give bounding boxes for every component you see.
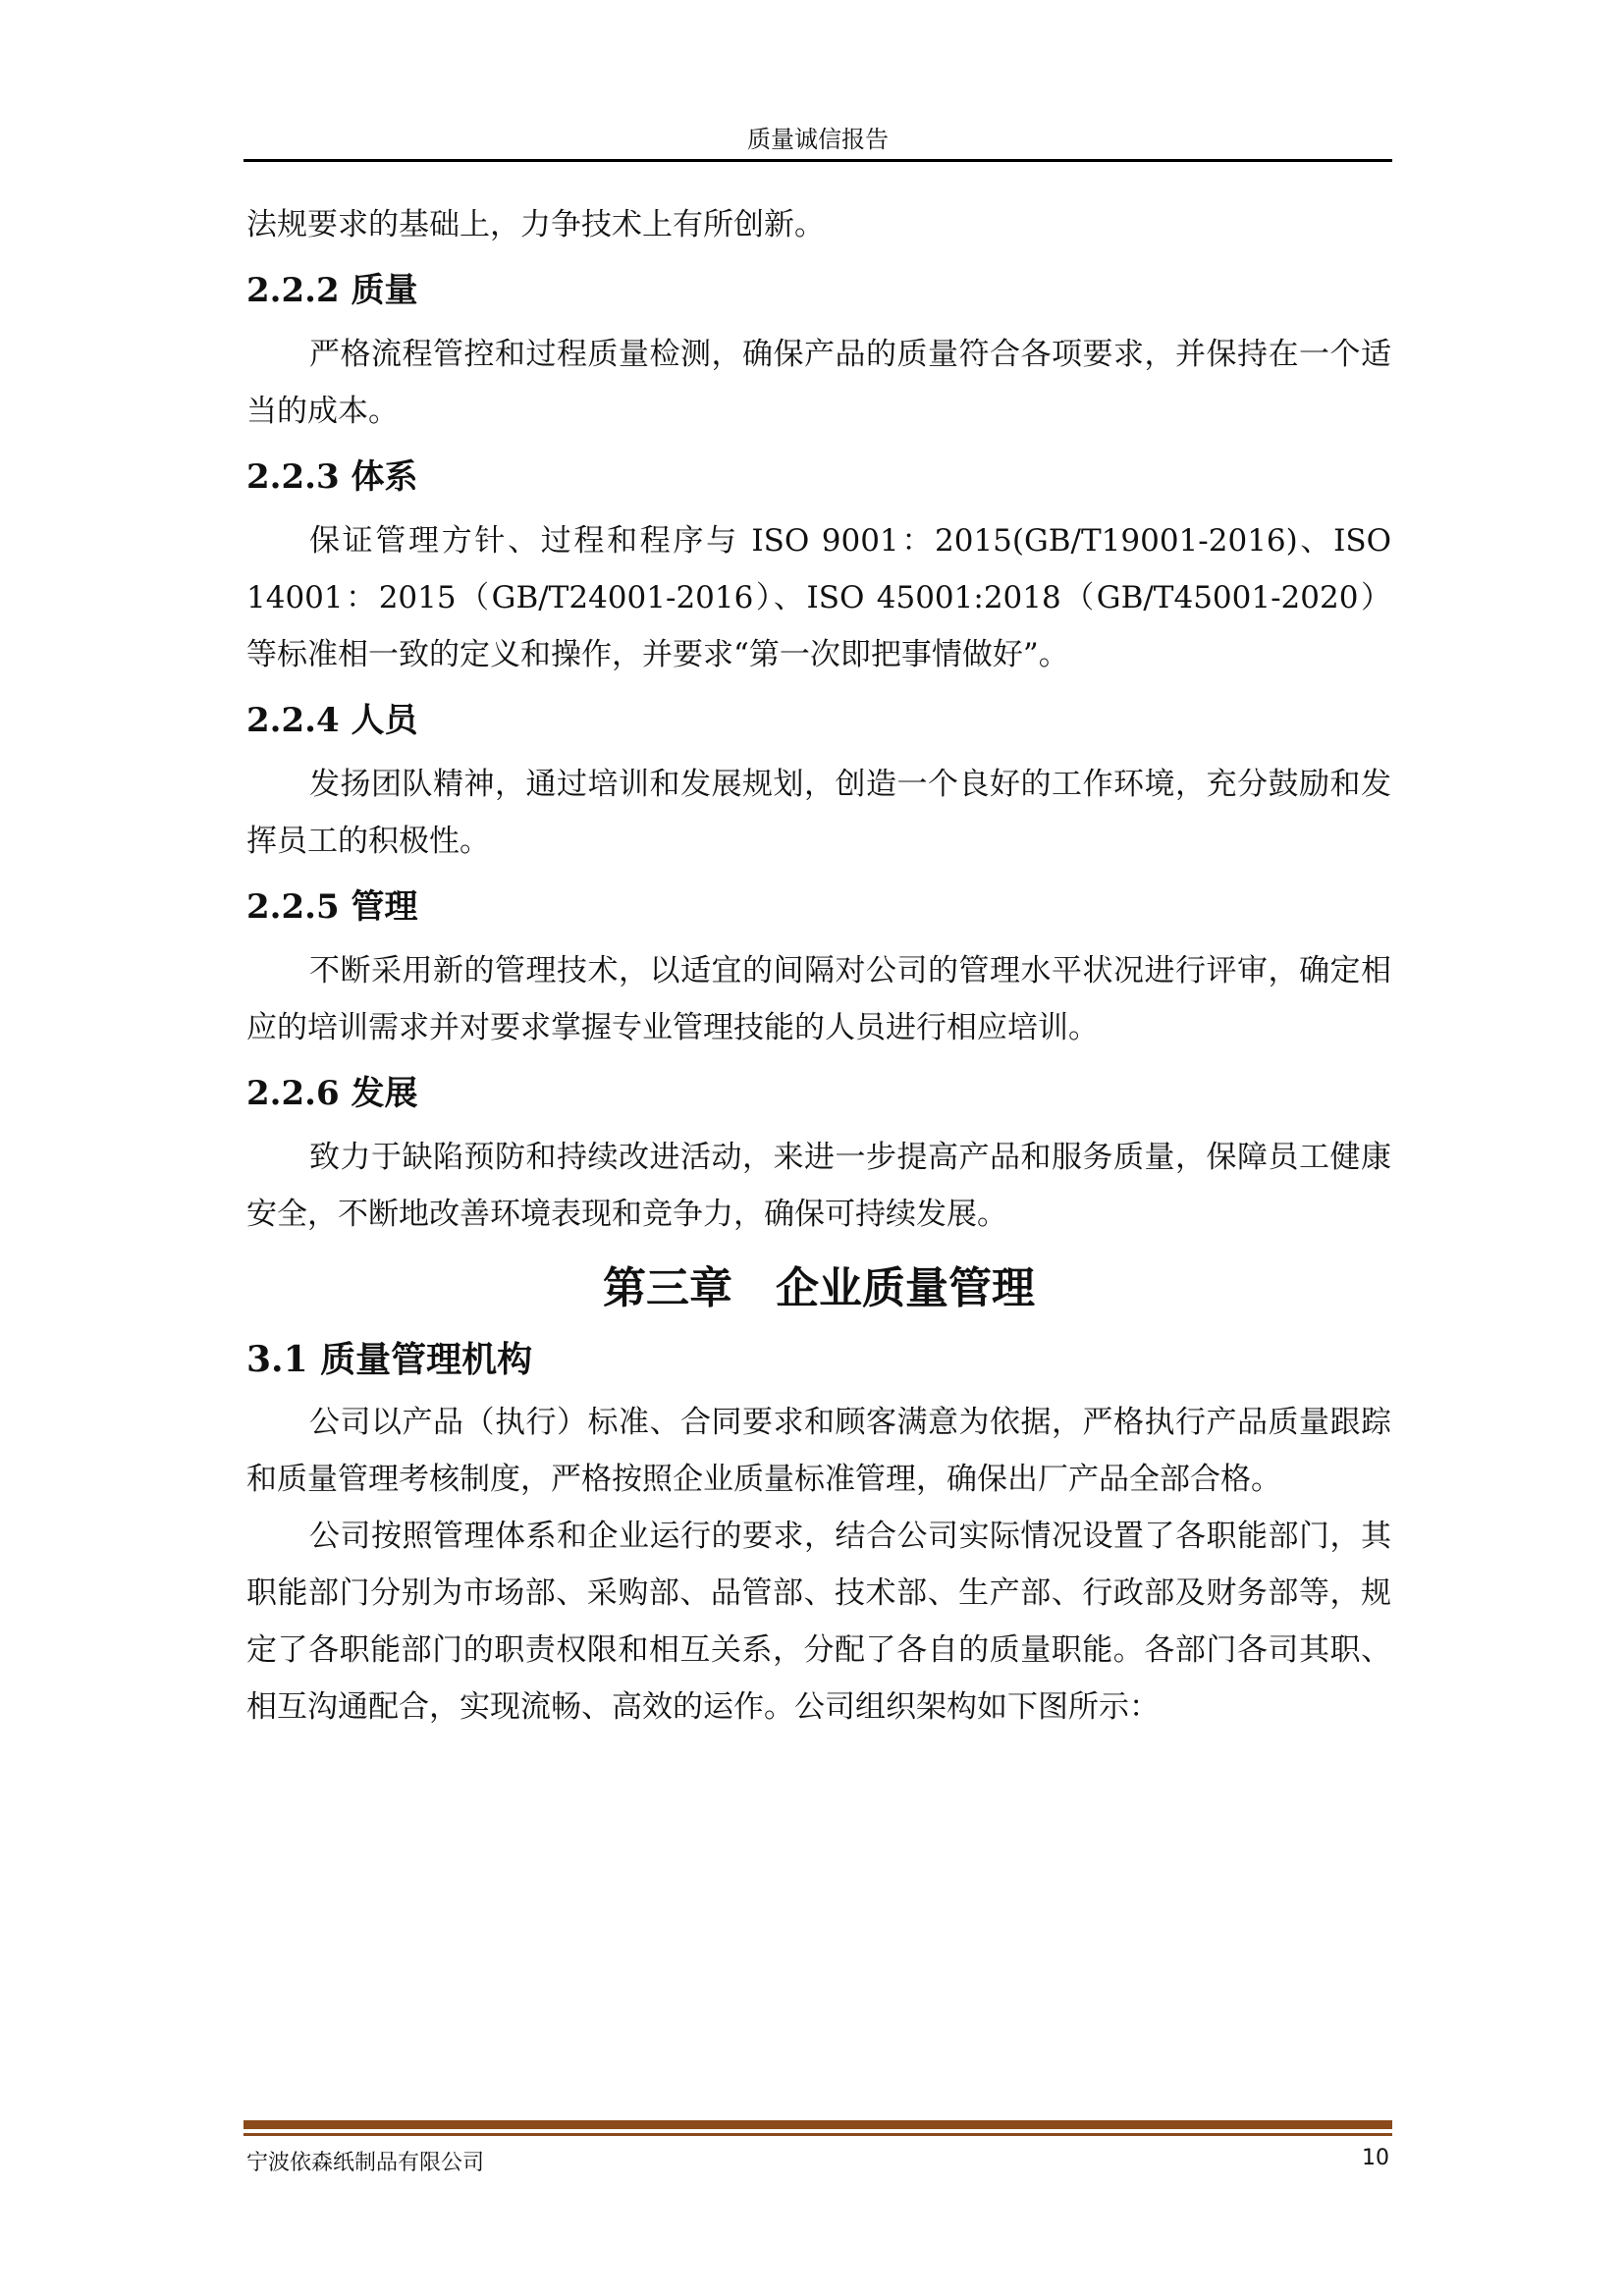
section-heading-2-2-6: 2.2.6 发展 xyxy=(246,1074,418,1113)
section-heading-2-2-5: 2.2.5 管理 xyxy=(246,887,418,927)
paragraph-continuation: 法规要求的基础上，力争技术上有所创新。 xyxy=(246,207,825,242)
page-body xyxy=(246,196,1391,1735)
section-text-2-2-2: 严格流程管控和过程质量检测，确保产品的质量符合各项要求，并保持在一个适当的成本。 xyxy=(246,337,1391,429)
section-text-3-1-p1: 公司以产品（执行）标准、合同要求和顾客满意为依据，严格执行产品质量跟踪和质量管理考核制度，严格按照企业质量标准管理，确保出厂产品全部合格。 xyxy=(246,1405,1391,1497)
page-number: 10 xyxy=(1362,2146,1389,2170)
section-text-2-2-4: 发扬团队精神，通过培训和发展规划，创造一个良好的工作环境，充分鼓励和发挥员工的积极性。 xyxy=(246,767,1391,859)
footer-company-name: 宁波依森纸制品有限公司 xyxy=(246,2151,485,2175)
section-heading-3-1: 3.1 质量管理机构 xyxy=(246,1339,533,1380)
section-text-3-1-p2: 公司按照管理体系和企业运行的要求，结合公司实际情况设置了各职能部门，其职能部门分别为市场部、采购部、品管部、技术部、生产部、行政部及财务部等，规定了各职能部门的职责权限和相互关系，分配了各自的质量职能。各部门各司其职、相互沟通配合，实现流畅、高效的运作。公司组织架构如下图所示： xyxy=(246,1519,1391,1725)
section-heading-2-2-4: 2.2.4 人员 xyxy=(246,701,418,740)
section-heading-2-2-3: 2.2.3 体系 xyxy=(246,457,418,497)
chapter-title: 第三章 企业质量管理 xyxy=(603,1263,1035,1313)
footer-rule-thin xyxy=(243,2133,1392,2136)
section-heading-2-2-2: 2.2.2 质量 xyxy=(246,271,418,310)
header-rule xyxy=(243,159,1392,162)
section-text-2-2-5: 不断采用新的管理技术，以适宜的间隔对公司的管理水平状况进行评审，确定相应的培训需求并对要求掌握专业管理技能的人员进行相应培训。 xyxy=(246,953,1391,1045)
section-text-2-2-6: 致力于缺陷预防和持续改进活动，来进一步提高产品和服务质量，保障员工健康安全，不断地改善环境表现和竞争力，确保可持续发展。 xyxy=(246,1140,1391,1232)
section-text-2-2-3: 保证管理方针、过程和程序与 ISO 9001：2015(GB/T19001-2016)、ISO 14001：2015（GB/T24001-2016）、ISO 45001:2018（GB/T45001-2020）等标准相一致的定义和操作，并要求“第一次即把事情做好”。 xyxy=(246,523,1391,672)
footer-rule-thick xyxy=(243,2120,1392,2129)
page-header-title: 质量诚信报告 xyxy=(747,126,889,153)
